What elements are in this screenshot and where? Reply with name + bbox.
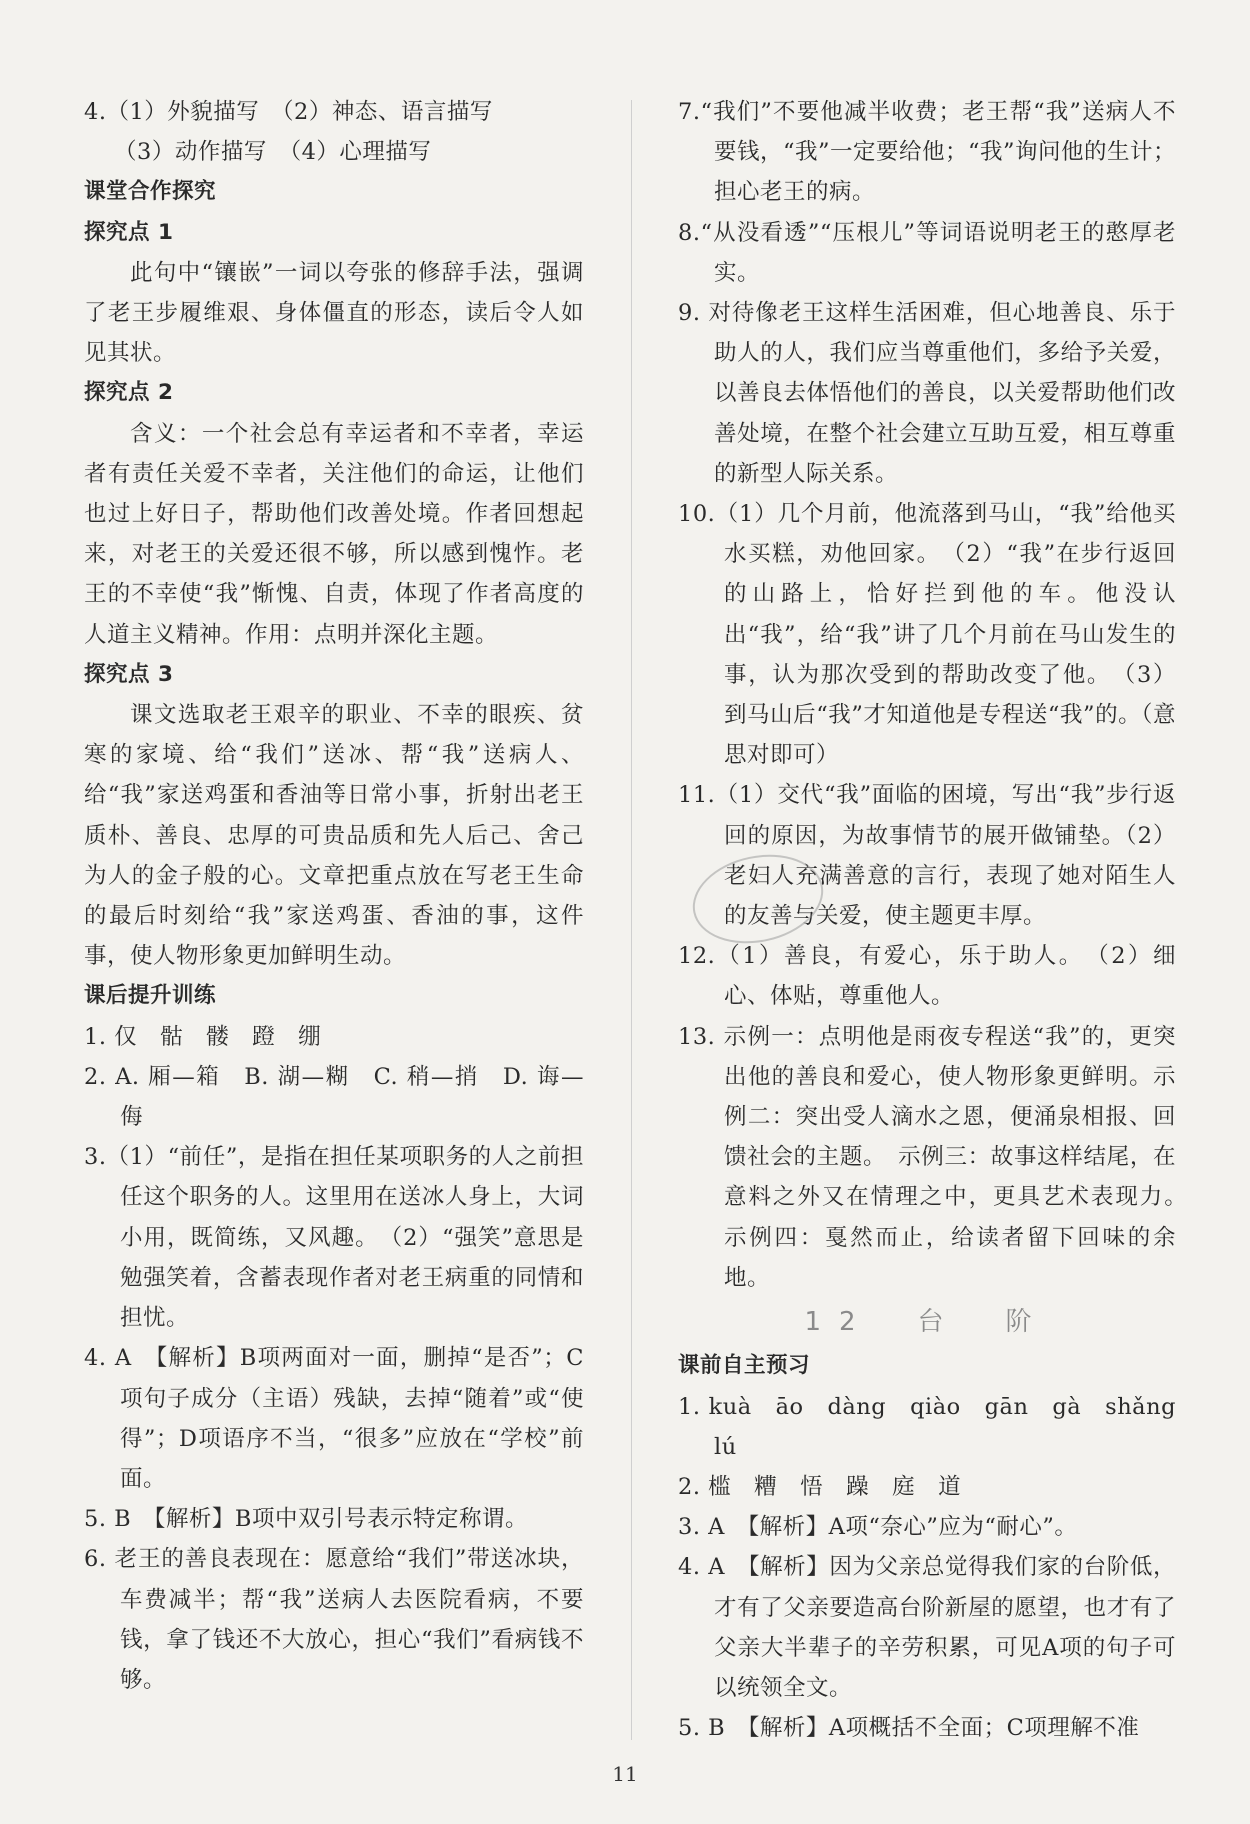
section-heading: 11.（1）交代“我”面临的困境，写出“我”步行返回的原因，为故事情节的展开做铺垫。（2）老妇人充满善意的言行，表现了她对陌生人的友善与关爱，使主题更丰厚。 xyxy=(678,782,1176,930)
answer-paragraph: 此句中“镶嵌”一词以夸张的修辞手法，强调了老王步履维艰、身体僵直的形态，读后令人如见其状。 xyxy=(84,259,584,367)
section-heading: 探究点 3 xyxy=(84,661,174,687)
left-column xyxy=(84,92,584,1700)
answer-paragraph: （3）动作描写 （4）心理描写 xyxy=(114,139,432,166)
section-heading: 7.“我们”不要他减半收费；老王帮“我”送病人不要钱，“我”一定要给他；“我”询问他的生计；担心老王的病。 xyxy=(678,99,1177,206)
answer-paragraph: 2. 槛 糟 悟 躁 庭 道 xyxy=(678,1473,962,1500)
section-heading: 4. A 【解析】B项两面对一面，删掉“是否”；C项句子成分（主语）残缺，去掉“随着”或“使得”；D项语序不当，“很多”应放在“学校”前面。 xyxy=(84,1345,584,1492)
section-heading: 4. A 【解析】因为父亲总觉得我们家的台阶低，才有了父亲要造高台阶新屋的愿望，也才有了父亲大半辈子的辛劳积累，可见A项的句子可以统领全文。 xyxy=(678,1554,1176,1701)
watermark xyxy=(390,880,476,992)
section-heading: 12.（1）善良，有爱心，乐于助人。 （2）细心、体贴，尊重他人。 xyxy=(678,943,1176,1010)
answer-paragraph: 1. 仅 骷 髅 蹬 绷 xyxy=(84,1023,322,1050)
answer-paragraph: 5. B 【解析】A项概括不全面；C项理解不准 xyxy=(678,1715,1140,1742)
section-heading: 5. B 【解析】B项中双引号表示特定称谓。 xyxy=(84,1506,528,1533)
answer-paragraph: 含义：一个社会总有幸运者和不幸者，幸运者有责任关爱不幸者，关注他们的命运，让他们也过上好日子，帮助他们改善处境。作者回想起来，对老王的关爱还很不够，所以感到愧怍。老王的不幸使“我”惭愧、自责，体现了作者高度的人道主义精神。作用：点明并深化主题。 xyxy=(84,420,584,648)
section-heading: 1. kuà āo dàng qiào gān gà shǎng lú xyxy=(678,1393,1200,1460)
section-heading: 2. A. 厢—箱 B. 湖—糊 C. 稍—捎 D. 诲—侮 xyxy=(84,1063,584,1131)
section-heading: 8.“从没看透”“压根儿”等词语说明老王的憨厚老实。 xyxy=(678,219,1176,286)
section-heading: 13. 示例一：点明他是雨夜专程送“我”的，更突出他的善良和爱心，使人物形象更鲜明。示例二：突出受人滴水之恩，便涌泉相报、回馈社会的主题。 示例三：故事这样结尾，在意料之外又在情理之中，更具艺术表现力。 示例四：戛然而止，给读者留下回味的余地。 xyxy=(678,1023,1200,1291)
answer-paragraph: 3. A 【解析】A项“奈心”应为“耐心”。 xyxy=(678,1514,1078,1541)
column-divider xyxy=(631,100,632,1740)
answer-paragraph: 课文选取老王艰辛的职业、不幸的眼疾、贫寒的家境、给“我们”送冰、帮“我”送病人、给“我”家送鸡蛋和香油等日常小事，折射出老王质朴、善良、忠厚的可贵品质和先人后己、舍己为人的金子般的心。文章把重点放在写老王生命的最后时刻给“我”家送鸡蛋、香油的事，这件事，使人物形象更加鲜明生动。 xyxy=(84,702,584,970)
section-heading: 课前自主预习 xyxy=(678,1353,811,1379)
section-heading: 10.（1）几个月前，他流落到马山，“我”给他买水买糕，劝他回家。 （2）“我”在步行返回的山路上，恰好拦到他的车。他没认出“我”，给“我”讲了几个月前在马山发生的事，认为那次受到的帮助改变了他。 （3）到马山后“我”才知道他是专程送“我”的。（意思对即可） xyxy=(678,501,1176,769)
section-heading: 探究点 1 xyxy=(84,219,174,245)
section-heading: 3.（1）“前任”，是指在担任某项职务的人之前担任这个职务的人。这里用在送冰人身上，大词小用，既简练，又风趣。 （2）“强笑”意思是勉强笑着，含蓄表现作者对老王病重的同情和担忧。 xyxy=(84,1144,584,1332)
lesson-title: 12 台 阶 xyxy=(804,1307,1050,1338)
section-heading: 课堂合作探究 xyxy=(84,179,217,205)
answer-paragraph: 4.（1）外貌描写 （2）神态、语言描写 xyxy=(84,99,493,125)
section-heading: 课后提升训练 xyxy=(84,983,217,1009)
section-heading: 9. 对待像老王这样生活困难，但心地善良、乐于助人的人，我们应当尊重他们，多给予关爱，以善良去体悟他们的善良，以关爱帮助他们改善处境，在整个社会建立互助互爱，相互尊重的新型人际关系。 xyxy=(678,300,1176,487)
page-number: 11 xyxy=(612,1762,638,1786)
section-heading: 6. 老王的善良表现在：愿意给“我们”带送冰块，车费减半；帮“我”送病人去医院看病，不要钱，拿了钱还不大放心，担心“我们”看病钱不够。 xyxy=(84,1546,584,1693)
section-heading: 探究点 2 xyxy=(84,380,174,406)
